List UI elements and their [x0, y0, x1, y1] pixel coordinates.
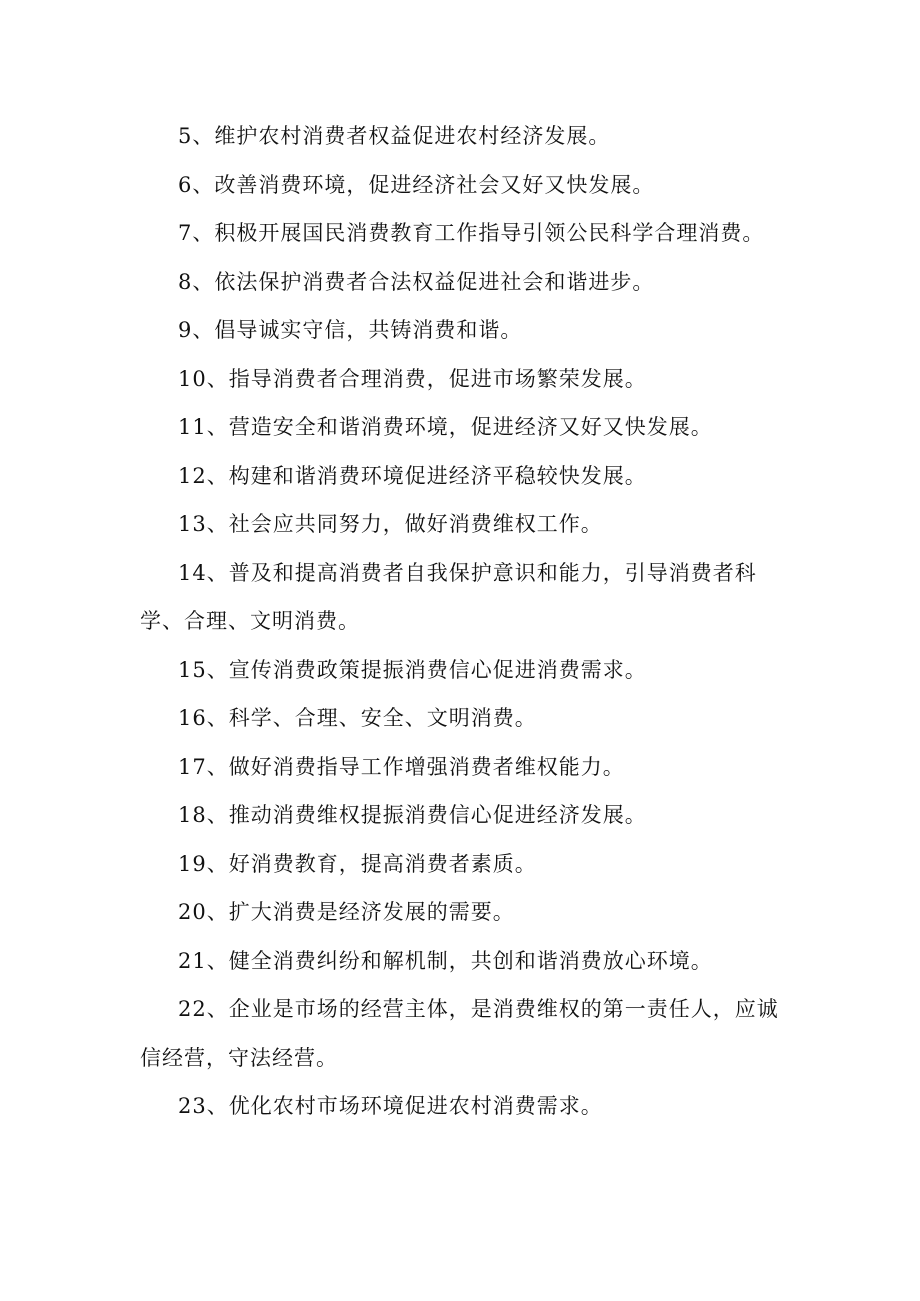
list-item: 12、构建和谐消费环境促进经济平稳较快发展。 — [178, 463, 647, 488]
list-item: 19、好消费教育，提高消费者素质。 — [178, 851, 537, 876]
list-item: 7、积极开展国民消费教育工作指导引领公民科学合理消费。 — [178, 221, 765, 245]
list-item: 5、维护农村消费者权益促进农村经济发展。 — [178, 124, 611, 148]
list-item: 21、健全消费纠纷和解机制，共创和谐消费放心环境。 — [178, 948, 713, 973]
list-item: 18、推动消费维权提振消费信心促进经济发展。 — [178, 803, 647, 827]
list-item: 9、倡导诚实守信，共铸消费和谐。 — [178, 318, 523, 342]
list-item: 17、做好消费指导工作增强消费者维权能力。 — [178, 754, 625, 779]
list-item: 8、依法保护消费者合法权益促进社会和谐进步。 — [178, 269, 655, 294]
list-item: 14、普及和提高消费者自我保护意识和能力，引导消费者科学、合理、文明消费。 — [140, 560, 757, 633]
list-item: 22、企业是市场的经营主体，是消费维权的第一责任人，应诚信经营，守法经营。 — [140, 997, 779, 1070]
list-item: 13、社会应共同努力，做好消费维权工作。 — [178, 512, 603, 536]
list-item: 10、指导消费者合理消费，促进市场繁荣发展。 — [178, 366, 647, 391]
list-item: 6、改善消费环境，促进经济社会又好又快发展。 — [178, 172, 655, 197]
list-item: 23、优化农村市场环境促进农村消费需求。 — [178, 1094, 603, 1118]
document-body — [140, 112, 790, 1131]
list-item: 15、宣传消费政策提振消费信心促进消费需求。 — [178, 657, 647, 682]
list-item: 20、扩大消费是经济发展的需要。 — [178, 900, 515, 924]
list-item: 11、营造安全和谐消费环境，促进经济又好又快发展。 — [178, 415, 713, 439]
list-item: 16、科学、合理、安全、文明消费。 — [178, 706, 537, 730]
